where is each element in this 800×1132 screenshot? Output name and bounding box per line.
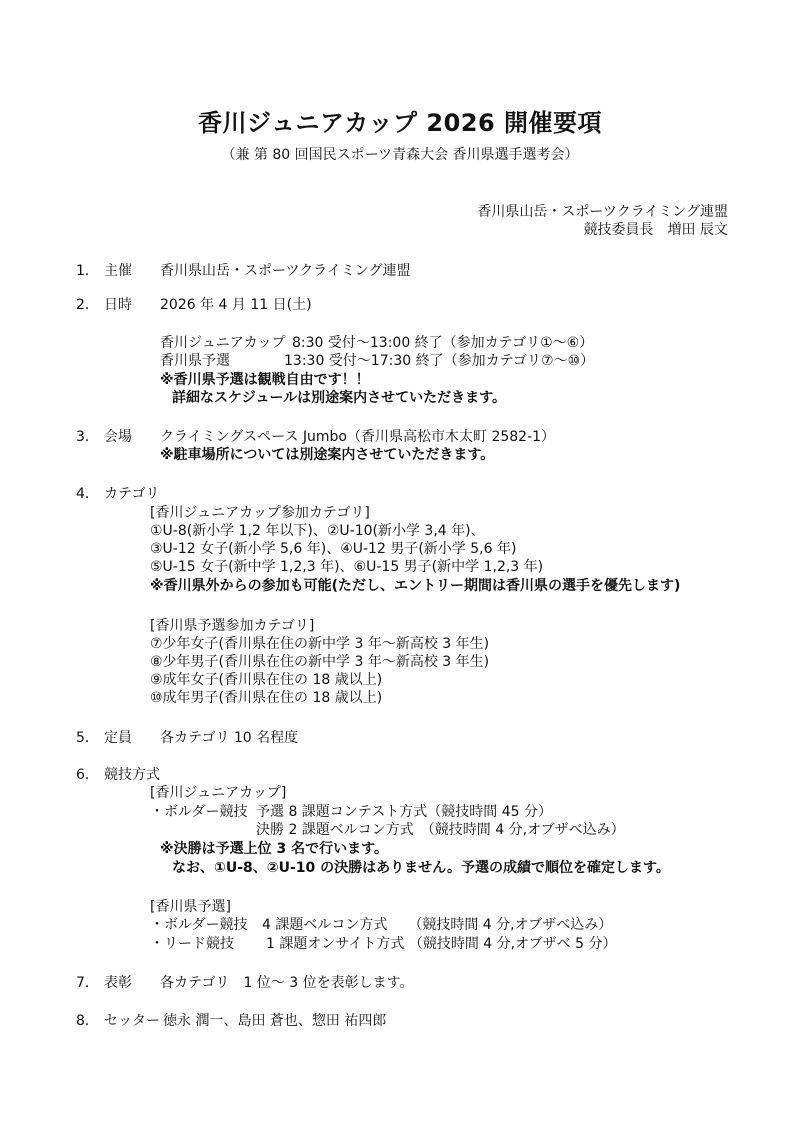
section-label: セッター (104, 1013, 160, 1029)
subsection-header: [香川ジュニアカップ参加カテゴリ] (150, 505, 370, 521)
subsection-header: [香川県予選参加カテゴリ] (150, 618, 315, 634)
section-number: 3． (76, 429, 99, 445)
section-label: 競技方式 (104, 767, 160, 783)
event-name: ・リード競技 (150, 936, 234, 952)
event-name: ・ボルダー競技 (150, 917, 248, 933)
venue-address: クライミングスペース Jumbo（香川県高松市木太町 2582-1） (160, 429, 556, 445)
category-line: ⑧少年男子(香川県在住の新中学 3 年～新高校 3 年生) (150, 654, 490, 670)
category-line: ③U-12 女子(新小学 5,6 年)、④U-12 男子(新小学 5,6 年) (150, 541, 517, 557)
note: なお、①U-8、②U-10 の決勝はありません。予選の成績で順位を確定します。 (172, 860, 670, 876)
note: ※決勝は予選上位 3 名で行います。 (160, 841, 388, 857)
section-number: 6． (76, 767, 99, 783)
schedule-time: 8:30 受付～13:00 終了（参加カテゴリ①～⑥） (292, 335, 594, 351)
event-format: 決勝 2 課題ベルコン方式 （競技時間 4 分,オブザベ込み） (256, 822, 625, 838)
schedule-name: 香川ジュニアカップ (160, 335, 286, 351)
section-number: 5． (76, 730, 99, 746)
note: ※駐車場所については別途案内させていただきます。 (160, 447, 495, 463)
section-number: 7． (76, 975, 99, 991)
section-value: 徳永 潤一、島田 蒼也、惣田 祐四郎 (163, 1013, 387, 1029)
section-label: 定員 (104, 730, 132, 746)
event-format: 4 課題ベルコン方式 （競技時間 4 分,オブザベ込み） (262, 917, 613, 933)
category-line: ①U-8(新小学 1,2 年以下)、②U-10(新小学 3,4 年)、 (150, 523, 485, 539)
section-value: 香川県山岳・スポーツクライミング連盟 (160, 263, 411, 279)
event-name: ・ボルダー競技 (150, 804, 248, 820)
category-line: ⑩成年男子(香川県在住の 18 歳以上) (150, 690, 383, 706)
organizer-name: 香川県山岳・スポーツクライミング連盟 (477, 204, 728, 220)
section-value: 各カテゴリ 10 名程度 (160, 730, 299, 746)
note: ※香川県外からの参加も可能(ただし、エントリー期間は香川県の選手を優先します) (150, 578, 681, 594)
page-subtitle: （兼 第 80 回国民スポーツ青森大会 香川県選手選考会） (221, 147, 579, 163)
note: ※香川県予選は観戦自由です！！ (160, 372, 370, 388)
section-label: 主催 (104, 263, 132, 279)
section-number: 8． (76, 1013, 99, 1029)
subsection-header: [香川県予選] (150, 899, 231, 915)
category-line: ⑦少年女子(香川県在住の新中学 3 年～新高校 3 年生) (150, 636, 490, 652)
officer-name: 競技委員長 増田 辰文 (583, 222, 728, 238)
section-label: 表彰 (104, 975, 132, 991)
category-line: ⑨成年女子(香川県在住の 18 歳以上) (150, 672, 383, 688)
section-value: 各カテゴリ 1 位～ 3 位を表彰します。 (160, 975, 414, 991)
category-line: ⑤U-15 女子(新中学 1,2,3 年)、⑥U-15 男子(新中学 1,2,3 年) (150, 559, 544, 575)
event-date: 2026 年 4 月 11 日(土) (160, 297, 312, 313)
schedule-time: 13:30 受付～17:30 終了（参加カテゴリ⑦～⑩） (284, 353, 595, 369)
event-format: 1 課題オンサイト方式 （競技時間 4 分,オブザベ 5 分） (266, 936, 617, 952)
event-format: 予選 8 課題コンテスト方式（競技時間 45 分） (256, 804, 552, 820)
page-title: 香川ジュニアカップ 2026 開催要項 (197, 109, 603, 137)
section-number: 1． (76, 263, 99, 279)
section-label: 日時 (104, 297, 132, 313)
note: 詳細なスケジュールは別途案内させていただきます。 (172, 390, 507, 406)
section-number: 2． (76, 297, 99, 313)
section-number: 4． (76, 486, 99, 502)
schedule-name: 香川県予選 (160, 353, 230, 369)
section-label: 会場 (104, 429, 132, 445)
subsection-header: [香川ジュニアカップ] (150, 785, 287, 801)
section-label: カテゴリ (104, 486, 160, 502)
